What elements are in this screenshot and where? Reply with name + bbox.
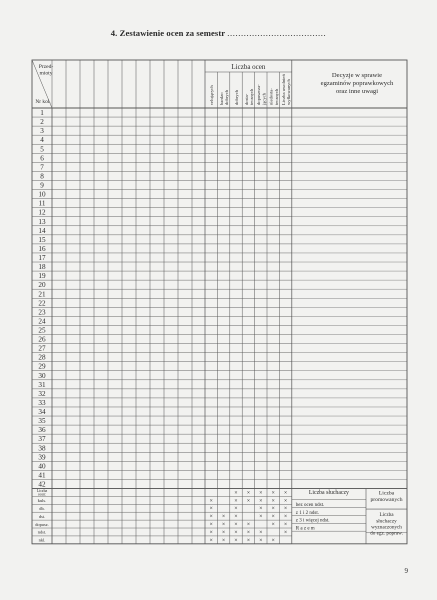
row-number: 21 (38, 290, 46, 299)
x-mark: × (221, 537, 226, 544)
row-number: 23 (38, 308, 46, 317)
grade-count-header: Liczba ocen (231, 63, 266, 71)
x-mark: × (209, 514, 213, 521)
retake-count-label: do egz. popraw. (370, 530, 403, 537)
row-number: 9 (40, 181, 44, 190)
row-number: 13 (38, 217, 46, 226)
row-number: 33 (38, 398, 46, 407)
row-number: 26 (38, 335, 46, 344)
x-mark: × (209, 522, 213, 529)
summary-row-label: db. (39, 506, 45, 512)
x-mark: × (271, 537, 275, 544)
x-mark: × (234, 490, 238, 497)
grade-column-label: celujących (209, 85, 215, 105)
row-number: 17 (38, 254, 46, 263)
row-number: 7 (40, 163, 44, 172)
row-number: 10 (38, 190, 46, 199)
x-mark: × (234, 522, 238, 529)
row-number: 15 (38, 235, 46, 244)
x-mark: × (234, 514, 238, 521)
retake-count-label: wyznaczonych (371, 524, 402, 531)
summary-stat-label: z 1 i 2 ndst. (295, 510, 320, 516)
row-number: 3 (40, 127, 44, 136)
row-number: 41 (38, 471, 46, 480)
grade-column-label: dosta- (243, 93, 249, 105)
x-mark: × (209, 498, 213, 505)
decisions-header-label: oraz inne uwagi (335, 88, 379, 95)
row-number: 20 (38, 281, 46, 290)
x-mark: × (283, 506, 288, 513)
x-mark: × (246, 522, 251, 529)
x-mark: × (271, 490, 275, 497)
decisions-header-label: Decyzje w sprawie (331, 72, 383, 79)
row-number: 22 (38, 299, 46, 308)
subjects-header-label: Przed- (38, 64, 54, 70)
page-number: 9 (404, 567, 408, 575)
x-mark: × (234, 498, 238, 505)
grade-column-label: tecznych (273, 88, 279, 105)
row-number: 35 (38, 417, 46, 426)
grade-column-label: bardzo (219, 92, 224, 105)
x-mark: × (283, 522, 288, 529)
x-mark: × (246, 490, 251, 497)
retake-count-label: Liczba (379, 512, 394, 519)
row-number: 1 (40, 109, 44, 118)
x-mark: × (209, 506, 213, 513)
grade-column-label: jących (261, 93, 267, 105)
row-number: 19 (38, 272, 46, 281)
row-number: 32 (38, 389, 46, 398)
row-number-header-label: Nr kol. (35, 99, 51, 105)
promoted-count-label: promowanych (370, 497, 403, 504)
summary-row-label: dst. (38, 513, 46, 519)
table-frame (32, 60, 407, 544)
x-mark: × (271, 522, 275, 529)
summary-row-label: ndst. (37, 529, 47, 535)
x-mark: × (283, 529, 288, 536)
x-mark: × (234, 506, 238, 513)
promoted-count-label: Liczba (378, 490, 395, 497)
grade-column-label: dobrych (234, 89, 239, 105)
row-number: 12 (38, 208, 46, 217)
summary-stat-label: Liczba słuchaczy (308, 490, 349, 497)
summary-stat-label: bez ocen ndst. (295, 502, 325, 508)
row-number: 8 (40, 172, 44, 181)
x-mark: × (283, 490, 288, 497)
row-number: 16 (38, 244, 46, 253)
row-number: 38 (38, 444, 46, 453)
x-mark: × (209, 537, 213, 544)
row-number: 25 (38, 326, 46, 335)
row-number: 28 (38, 353, 46, 362)
x-mark: × (259, 506, 263, 513)
row-number: 5 (40, 145, 44, 154)
x-mark: × (259, 537, 263, 544)
x-mark: × (221, 529, 226, 536)
grade-column-label: dobrych (224, 89, 230, 105)
row-number: 6 (40, 154, 44, 163)
x-mark: × (246, 498, 251, 505)
x-mark: × (259, 498, 263, 505)
summary-stat-label: z 3 i więcej ndst. (295, 518, 330, 524)
summary-row-label: Liczba (36, 489, 48, 494)
row-number: 39 (38, 453, 46, 462)
page-title-text: 4. Zestawienie ocen za semestr (110, 28, 226, 38)
grade-column-label: niedosta- (268, 88, 274, 105)
row-number: 4 (40, 136, 44, 145)
row-number: 14 (38, 226, 46, 235)
x-mark: × (209, 529, 213, 536)
x-mark: × (246, 537, 251, 544)
row-number: 34 (38, 408, 46, 417)
x-mark: × (246, 529, 251, 536)
row-number: 40 (38, 462, 46, 471)
row-number: 30 (38, 371, 46, 380)
x-mark: × (271, 506, 275, 513)
subjects-header-label: mioty (39, 70, 53, 77)
row-number: 27 (38, 344, 46, 353)
x-mark: × (259, 529, 263, 536)
row-number: 18 (38, 263, 46, 272)
row-number: 37 (38, 435, 46, 444)
x-mark: × (221, 514, 226, 521)
grade-column-label: Liczba uwolnień (281, 74, 286, 105)
summary-row-label: nkl. (38, 537, 46, 543)
row-number: 36 (38, 426, 46, 435)
decisions-header-label: egzaminów poprawkowych (320, 80, 394, 87)
grade-column-label: tecznych (249, 88, 254, 105)
summary-row-label: dopusz. (35, 521, 49, 527)
grade-column-label: dopuszcza- (256, 84, 262, 105)
row-number: 31 (38, 380, 46, 389)
row-number: 42 (38, 480, 46, 489)
x-mark: × (221, 522, 226, 529)
x-mark: × (283, 498, 288, 505)
row-number: 2 (40, 118, 44, 127)
x-mark: × (259, 490, 263, 497)
x-mark: × (234, 537, 238, 544)
x-mark: × (259, 514, 263, 521)
row-number: 29 (38, 362, 46, 371)
x-mark: × (271, 498, 275, 505)
x-mark: × (283, 514, 288, 521)
page-title-dots: .................................... (227, 28, 327, 38)
summary-row-label: kuls. (37, 498, 47, 504)
row-number: 24 (38, 317, 46, 326)
row-number: 11 (38, 199, 46, 208)
retake-count-label: słuchaczy (376, 518, 397, 525)
summary-row-label: ocen: (37, 492, 47, 497)
x-mark: × (234, 529, 238, 536)
summary-stat-label: R a z e m (295, 526, 315, 532)
x-mark: × (271, 514, 275, 521)
grade-column-label: wyłkowanych (286, 79, 292, 105)
